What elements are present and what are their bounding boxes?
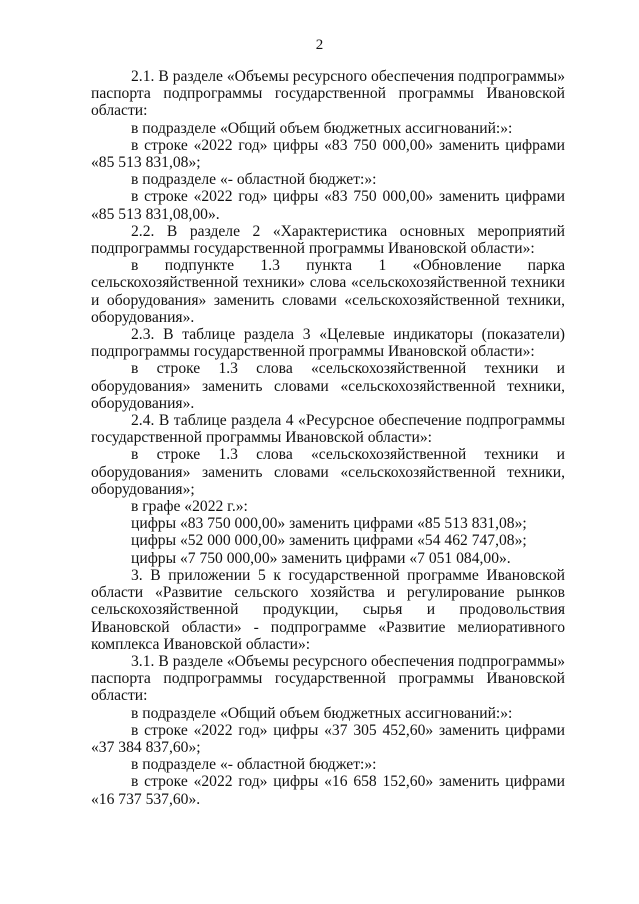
paragraph-row-1-3-resources: в строке 1.3 слова «сельскохозяйственной техники и оборудования» заменить словами «сельскохозяйственной техники, оборудования»; bbox=[91, 446, 565, 498]
paragraph-subsection-total: в подразделе «Общий объем бюджетных ассигнований:»: bbox=[131, 119, 513, 137]
paragraph-column-2022: в графе «2022 г.»: bbox=[131, 498, 248, 516]
paragraph-3-1: 3.1. В разделе «Объемы ресурсного обеспечения подпрограммы» паспорта подпрограммы государственной программы Ивановской области: bbox=[91, 652, 565, 705]
paragraph-figures-1: цифры «83 750 000,00» заменить цифрами «85 513 831,08»; bbox=[131, 515, 527, 533]
paragraph-2-2: 2.2. В разделе 2 «Характеристика основных мероприятий подпрограммы государственной программы Ивановской области»: bbox=[91, 222, 565, 258]
paragraph-subsection-regional-2: в подразделе «- областной бюджет:»: bbox=[131, 756, 377, 774]
paragraph-2-1: 2.1. В разделе «Объемы ресурсного обеспечения подпрограммы» паспорта подпрограммы государственной программы Ивановской области: bbox=[91, 68, 565, 120]
paragraph-2-3: 2.3. В таблице раздела 3 «Целевые индикаторы (показатели) подпрограммы государственной программы Ивановской области»: bbox=[91, 326, 565, 361]
paragraph-subitem-1-3: в подпункте 1.3 пункта 1 «Обновление парка сельскохозяйственной техники» слова «сельскохозяйственной техники и оборудования» заменить словами «сельскохозяйственной техники, оборудования». bbox=[91, 257, 565, 326]
paragraph-row-2022-regional-2: в строке «2022 год» цифры «16 658 152,60» заменить цифрами «16 737 537,60». bbox=[91, 773, 565, 808]
paragraph-subsection-total-2: в подразделе «Общий объем бюджетных ассигнований:»: bbox=[131, 704, 513, 722]
page-number: 2 bbox=[315, 37, 324, 53]
paragraph-row-2022-regional: в строке «2022 год» цифры «83 750 000,00» заменить цифрами «85 513 831,08,00». bbox=[91, 188, 565, 223]
paragraph-figures-3: цифры «7 750 000,00» заменить цифрами «7 051 084,00». bbox=[131, 549, 511, 567]
paragraph-figures-2: цифры «52 000 000,00» заменить цифрами «54 462 747,08»; bbox=[131, 532, 527, 550]
paragraph-subsection-regional: в подразделе «- областной бюджет:»: bbox=[131, 171, 377, 189]
paragraph-3: 3. В приложении 5 к государственной программе Ивановской области «Развитие сельского хозяйства и регулирование рынков сельскохозяйственной продукции, сырья и продовольствия Ивановской области» - подпрограмме «Развитие мелиоративного комплекса Ивановской области»: bbox=[91, 566, 565, 653]
paragraph-row-2022-total-2: в строке «2022 год» цифры «37 305 452,60» заменить цифрами «37 384 837,60»; bbox=[91, 721, 565, 756]
paragraph-row-1-3-indicators: в строке 1.3 слова «сельскохозяйственной техники и оборудования» заменить словами «сельскохозяйственной техники, оборудования». bbox=[91, 360, 565, 412]
paragraph-2-4: 2.4. В таблице раздела 4 «Ресурсное обеспечение подпрограммы государственной программы Ивановской области»: bbox=[91, 412, 565, 447]
paragraph-row-2022-total: в строке «2022 год» цифры «83 750 000,00» заменить цифрами «85 513 831,08»; bbox=[91, 136, 565, 172]
